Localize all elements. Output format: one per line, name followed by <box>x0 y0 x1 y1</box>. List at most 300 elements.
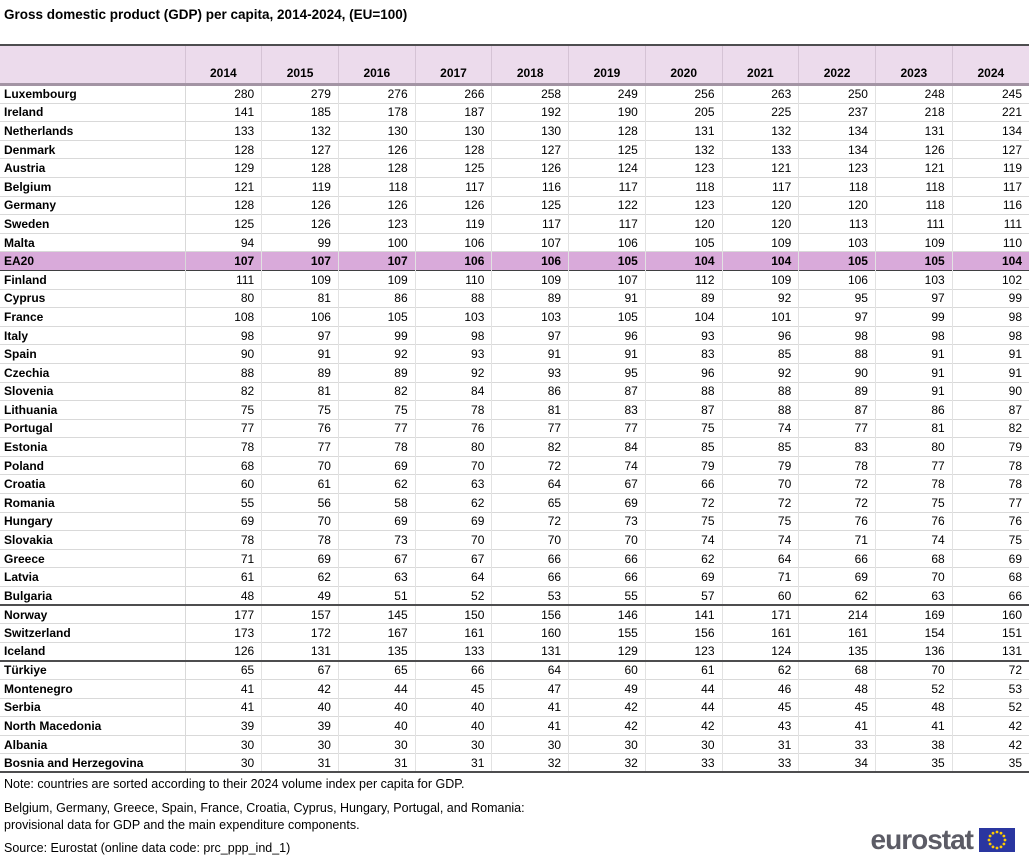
data-cell: 79 <box>645 456 722 475</box>
table-row <box>0 661 1029 680</box>
data-cell: 89 <box>492 289 569 308</box>
data-cell: 91 <box>875 345 952 364</box>
data-cell: 74 <box>569 456 646 475</box>
table-row <box>0 568 1029 587</box>
data-cell: 92 <box>722 363 799 382</box>
data-cell: 280 <box>185 85 262 104</box>
data-cell: 105 <box>645 233 722 252</box>
data-cell: 117 <box>722 177 799 196</box>
data-cell: 72 <box>799 494 876 513</box>
data-cell: 109 <box>492 270 569 289</box>
table-row <box>0 308 1029 327</box>
row-label: Malta <box>4 235 35 250</box>
data-cell: 106 <box>569 233 646 252</box>
data-cell: 98 <box>185 326 262 345</box>
data-cell: 91 <box>875 382 952 401</box>
data-cell: 119 <box>952 159 1029 178</box>
data-cell: 62 <box>645 549 722 568</box>
row-label: Switzerland <box>4 626 71 641</box>
data-cell: 249 <box>569 85 646 104</box>
data-cell: 41 <box>492 698 569 717</box>
data-cell: 130 <box>492 122 569 141</box>
data-cell: 47 <box>492 680 569 699</box>
data-cell: 60 <box>569 661 646 680</box>
table-row <box>0 698 1029 717</box>
data-cell: 95 <box>799 289 876 308</box>
data-cell: 88 <box>645 382 722 401</box>
data-cell: 122 <box>569 196 646 215</box>
data-cell: 30 <box>492 735 569 754</box>
data-cell: 70 <box>415 531 492 550</box>
data-cell: 66 <box>799 549 876 568</box>
row-label: Germany <box>4 198 57 213</box>
data-cell: 42 <box>262 680 339 699</box>
data-cell: 93 <box>415 345 492 364</box>
data-cell: 88 <box>185 363 262 382</box>
data-cell: 107 <box>492 233 569 252</box>
data-cell: 177 <box>185 605 262 624</box>
row-label: Finland <box>4 272 47 287</box>
table-row <box>0 642 1029 661</box>
data-cell: 31 <box>415 754 492 773</box>
data-cell: 85 <box>722 345 799 364</box>
data-cell: 121 <box>875 159 952 178</box>
data-cell: 99 <box>952 289 1029 308</box>
data-cell: 40 <box>262 698 339 717</box>
row-label: Hungary <box>4 514 53 529</box>
data-cell: 109 <box>262 270 339 289</box>
data-cell: 123 <box>799 159 876 178</box>
data-cell: 131 <box>952 642 1029 661</box>
year-header-2019: 2019 <box>569 45 646 85</box>
table-row <box>0 494 1029 513</box>
data-cell: 117 <box>415 177 492 196</box>
table-row <box>0 624 1029 643</box>
data-cell: 52 <box>952 698 1029 717</box>
data-cell: 80 <box>185 289 262 308</box>
data-cell: 161 <box>722 624 799 643</box>
data-cell: 68 <box>875 549 952 568</box>
note-sorting: Note: countries are sorted according to their 2024 volume index per capita for GDP. <box>4 777 465 791</box>
data-cell: 78 <box>415 401 492 420</box>
row-label: Cyprus <box>4 291 46 306</box>
data-cell: 62 <box>799 587 876 606</box>
data-cell: 134 <box>799 122 876 141</box>
note-provisional-line1: Belgium, Germany, Greece, Spain, France, Croatia, Cyprus, Hungary, Portugal, and Romania: <box>4 800 525 815</box>
table-row <box>0 85 1029 104</box>
row-label: Sweden <box>4 216 50 231</box>
data-cell: 51 <box>338 587 415 606</box>
data-cell: 130 <box>338 122 415 141</box>
year-header-2023: 2023 <box>875 45 952 85</box>
data-cell: 173 <box>185 624 262 643</box>
table-row <box>0 419 1029 438</box>
data-cell: 63 <box>338 568 415 587</box>
data-cell: 70 <box>722 475 799 494</box>
data-cell: 97 <box>492 326 569 345</box>
data-cell: 126 <box>185 642 262 661</box>
data-cell: 192 <box>492 103 569 122</box>
data-cell: 53 <box>952 680 1029 699</box>
data-cell: 69 <box>262 549 339 568</box>
data-cell: 78 <box>262 531 339 550</box>
table-row <box>0 289 1029 308</box>
data-cell: 90 <box>185 345 262 364</box>
data-cell: 40 <box>338 698 415 717</box>
data-cell: 61 <box>185 568 262 587</box>
data-cell: 92 <box>722 289 799 308</box>
data-cell: 169 <box>875 605 952 624</box>
data-cell: 45 <box>722 698 799 717</box>
data-cell: 105 <box>799 252 876 271</box>
data-cell: 118 <box>875 177 952 196</box>
data-cell: 123 <box>645 159 722 178</box>
data-cell: 77 <box>185 419 262 438</box>
data-cell: 146 <box>569 605 646 624</box>
data-cell: 135 <box>338 642 415 661</box>
data-cell: 33 <box>645 754 722 773</box>
data-cell: 136 <box>875 642 952 661</box>
table-row <box>0 605 1029 624</box>
data-cell: 66 <box>492 549 569 568</box>
data-cell: 40 <box>415 698 492 717</box>
data-cell: 77 <box>569 419 646 438</box>
table-row <box>0 345 1029 364</box>
row-label: Spain <box>4 347 37 362</box>
data-cell: 83 <box>645 345 722 364</box>
row-label: Poland <box>4 458 45 473</box>
data-cell: 128 <box>185 140 262 159</box>
data-cell: 65 <box>185 661 262 680</box>
table-row <box>0 531 1029 550</box>
data-cell: 130 <box>415 122 492 141</box>
data-cell: 279 <box>262 85 339 104</box>
data-cell: 42 <box>569 717 646 736</box>
data-cell: 106 <box>415 252 492 271</box>
data-cell: 126 <box>875 140 952 159</box>
eu-flag-icon <box>979 828 1015 852</box>
data-cell: 107 <box>262 252 339 271</box>
data-cell: 76 <box>875 512 952 531</box>
year-header-2017: 2017 <box>415 45 492 85</box>
data-cell: 91 <box>952 345 1029 364</box>
data-cell: 214 <box>799 605 876 624</box>
data-cell: 118 <box>645 177 722 196</box>
data-cell: 78 <box>952 456 1029 475</box>
data-cell: 53 <box>492 587 569 606</box>
data-cell: 92 <box>338 345 415 364</box>
table-row <box>0 103 1029 122</box>
data-cell: 72 <box>492 456 569 475</box>
data-cell: 31 <box>722 735 799 754</box>
data-cell: 123 <box>645 642 722 661</box>
data-cell: 65 <box>338 661 415 680</box>
data-cell: 124 <box>569 159 646 178</box>
data-cell: 41 <box>185 680 262 699</box>
data-cell: 129 <box>185 159 262 178</box>
data-cell: 107 <box>338 252 415 271</box>
data-cell: 71 <box>185 549 262 568</box>
data-cell: 91 <box>875 363 952 382</box>
data-cell: 109 <box>722 270 799 289</box>
data-cell: 178 <box>338 103 415 122</box>
data-cell: 61 <box>645 661 722 680</box>
data-cell: 40 <box>338 717 415 736</box>
data-cell: 84 <box>569 438 646 457</box>
data-cell: 185 <box>262 103 339 122</box>
data-cell: 82 <box>185 382 262 401</box>
data-cell: 64 <box>415 568 492 587</box>
data-cell: 69 <box>185 512 262 531</box>
data-cell: 132 <box>722 122 799 141</box>
data-cell: 70 <box>262 456 339 475</box>
data-cell: 49 <box>569 680 646 699</box>
row-label: EA20 <box>4 254 35 269</box>
table-row <box>0 754 1029 773</box>
data-cell: 88 <box>722 382 799 401</box>
data-cell: 67 <box>415 549 492 568</box>
data-cell: 77 <box>875 456 952 475</box>
row-label: Türkiye <box>4 663 47 678</box>
data-cell: 106 <box>262 308 339 327</box>
eurostat-logo-text: eurostat <box>870 824 973 855</box>
data-cell: 41 <box>875 717 952 736</box>
data-cell: 116 <box>952 196 1029 215</box>
data-cell: 118 <box>875 196 952 215</box>
data-cell: 98 <box>415 326 492 345</box>
data-cell: 126 <box>492 159 569 178</box>
data-cell: 60 <box>185 475 262 494</box>
data-cell: 87 <box>952 401 1029 420</box>
data-cell: 245 <box>952 85 1029 104</box>
data-cell: 110 <box>952 233 1029 252</box>
data-cell: 190 <box>569 103 646 122</box>
year-header-2018: 2018 <box>492 45 569 85</box>
data-cell: 44 <box>645 680 722 699</box>
data-cell: 75 <box>645 512 722 531</box>
year-header-2024: 2024 <box>952 45 1029 85</box>
data-cell: 76 <box>415 419 492 438</box>
data-cell: 109 <box>338 270 415 289</box>
data-cell: 33 <box>722 754 799 773</box>
data-cell: 104 <box>645 252 722 271</box>
data-cell: 86 <box>875 401 952 420</box>
data-cell: 161 <box>415 624 492 643</box>
data-cell: 129 <box>569 642 646 661</box>
data-cell: 256 <box>645 85 722 104</box>
data-cell: 33 <box>799 735 876 754</box>
data-cell: 46 <box>722 680 799 699</box>
data-cell: 69 <box>338 512 415 531</box>
data-cell: 88 <box>415 289 492 308</box>
data-cell: 38 <box>875 735 952 754</box>
data-cell: 77 <box>338 419 415 438</box>
data-cell: 108 <box>185 308 262 327</box>
data-cell: 82 <box>952 419 1029 438</box>
data-cell: 132 <box>262 122 339 141</box>
data-cell: 35 <box>952 754 1029 773</box>
data-cell: 103 <box>875 270 952 289</box>
data-cell: 30 <box>185 735 262 754</box>
data-cell: 78 <box>952 475 1029 494</box>
footnotes <box>4 776 525 857</box>
data-cell: 79 <box>952 438 1029 457</box>
row-label: Denmark <box>4 142 56 157</box>
table-row <box>0 122 1029 141</box>
data-cell: 39 <box>185 717 262 736</box>
data-cell: 126 <box>262 196 339 215</box>
data-cell: 126 <box>415 196 492 215</box>
data-cell: 106 <box>492 252 569 271</box>
data-cell: 258 <box>492 85 569 104</box>
data-cell: 102 <box>952 270 1029 289</box>
data-cell: 160 <box>952 605 1029 624</box>
data-cell: 237 <box>799 103 876 122</box>
data-cell: 127 <box>952 140 1029 159</box>
data-cell: 48 <box>875 698 952 717</box>
data-cell: 39 <box>262 717 339 736</box>
data-cell: 248 <box>875 85 952 104</box>
corner-cell <box>0 45 185 85</box>
data-cell: 48 <box>799 680 876 699</box>
data-cell: 68 <box>185 456 262 475</box>
data-cell: 57 <box>645 587 722 606</box>
data-cell: 86 <box>338 289 415 308</box>
row-label: Italy <box>4 328 29 343</box>
data-cell: 42 <box>952 717 1029 736</box>
data-cell: 99 <box>875 308 952 327</box>
row-label: Bosnia and Herzegovina <box>4 755 144 770</box>
data-cell: 66 <box>569 568 646 587</box>
data-cell: 103 <box>415 308 492 327</box>
data-cell: 69 <box>952 549 1029 568</box>
row-label: Bulgaria <box>4 588 53 603</box>
data-cell: 71 <box>799 531 876 550</box>
data-cell: 112 <box>645 270 722 289</box>
data-cell: 78 <box>185 531 262 550</box>
table-row <box>0 196 1029 215</box>
data-cell: 123 <box>338 215 415 234</box>
data-cell: 45 <box>799 698 876 717</box>
data-cell: 266 <box>415 85 492 104</box>
data-cell: 69 <box>799 568 876 587</box>
data-cell: 125 <box>185 215 262 234</box>
row-label: Latvia <box>4 570 39 585</box>
data-cell: 81 <box>492 401 569 420</box>
data-cell: 120 <box>722 215 799 234</box>
data-cell: 78 <box>875 475 952 494</box>
data-cell: 91 <box>262 345 339 364</box>
data-cell: 68 <box>799 661 876 680</box>
row-label: Slovakia <box>4 533 53 548</box>
data-cell: 141 <box>185 103 262 122</box>
data-cell: 157 <box>262 605 339 624</box>
data-cell: 98 <box>952 326 1029 345</box>
data-cell: 100 <box>338 233 415 252</box>
data-cell: 126 <box>262 215 339 234</box>
data-cell: 72 <box>799 475 876 494</box>
table-row <box>0 549 1029 568</box>
data-cell: 60 <box>722 587 799 606</box>
table-row <box>0 475 1029 494</box>
row-label: Slovenia <box>4 384 54 399</box>
data-cell: 103 <box>492 308 569 327</box>
row-label: Lithuania <box>4 402 58 417</box>
data-cell: 167 <box>338 624 415 643</box>
data-cell: 113 <box>799 215 876 234</box>
data-cell: 78 <box>799 456 876 475</box>
data-cell: 118 <box>799 177 876 196</box>
data-cell: 52 <box>875 680 952 699</box>
data-cell: 66 <box>415 661 492 680</box>
data-cell: 155 <box>569 624 646 643</box>
data-cell: 91 <box>569 345 646 364</box>
data-cell: 77 <box>799 419 876 438</box>
data-cell: 104 <box>722 252 799 271</box>
data-cell: 120 <box>799 196 876 215</box>
data-cell: 64 <box>492 661 569 680</box>
data-cell: 117 <box>569 215 646 234</box>
data-cell: 80 <box>875 438 952 457</box>
data-cell: 78 <box>338 438 415 457</box>
data-cell: 85 <box>722 438 799 457</box>
data-cell: 70 <box>262 512 339 531</box>
table-row <box>0 270 1029 289</box>
data-cell: 99 <box>262 233 339 252</box>
data-cell: 52 <box>415 587 492 606</box>
data-cell: 134 <box>799 140 876 159</box>
data-cell: 73 <box>569 512 646 531</box>
data-cell: 151 <box>952 624 1029 643</box>
data-cell: 70 <box>569 531 646 550</box>
table-row <box>0 401 1029 420</box>
row-label: Estonia <box>4 440 48 455</box>
data-cell: 93 <box>492 363 569 382</box>
row-label: Norway <box>4 607 48 622</box>
data-cell: 70 <box>492 531 569 550</box>
gdp-table <box>0 44 1029 773</box>
data-cell: 97 <box>875 289 952 308</box>
data-cell: 161 <box>799 624 876 643</box>
data-cell: 71 <box>722 568 799 587</box>
data-cell: 32 <box>569 754 646 773</box>
table-row <box>0 438 1029 457</box>
year-header-2020: 2020 <box>645 45 722 85</box>
data-cell: 30 <box>185 754 262 773</box>
data-cell: 128 <box>262 159 339 178</box>
data-cell: 69 <box>415 512 492 531</box>
data-cell: 105 <box>875 252 952 271</box>
data-cell: 44 <box>338 680 415 699</box>
data-cell: 87 <box>645 401 722 420</box>
data-cell: 82 <box>338 382 415 401</box>
data-cell: 120 <box>722 196 799 215</box>
data-cell: 31 <box>338 754 415 773</box>
data-cell: 110 <box>415 270 492 289</box>
data-cell: 131 <box>262 642 339 661</box>
data-cell: 90 <box>799 363 876 382</box>
data-cell: 72 <box>952 661 1029 680</box>
data-cell: 93 <box>645 326 722 345</box>
year-header-2015: 2015 <box>262 45 339 85</box>
row-label: Luxembourg <box>4 87 77 102</box>
data-cell: 70 <box>875 568 952 587</box>
data-cell: 127 <box>492 140 569 159</box>
data-cell: 35 <box>875 754 952 773</box>
data-cell: 119 <box>262 177 339 196</box>
data-cell: 74 <box>722 419 799 438</box>
data-cell: 101 <box>722 308 799 327</box>
